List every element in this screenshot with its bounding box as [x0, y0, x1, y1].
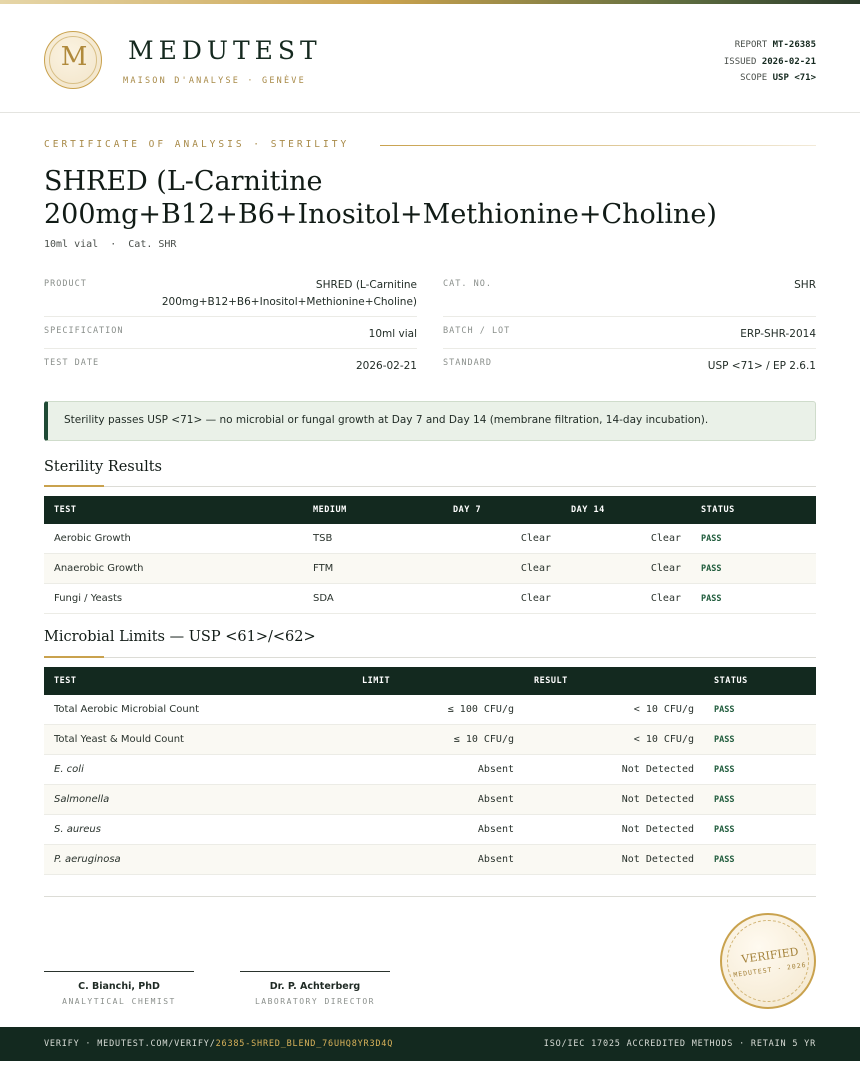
col-result: RESULT	[524, 667, 704, 695]
col-test: TEST	[44, 496, 303, 524]
cell-result: Not Detected	[524, 785, 704, 815]
status-badge: PASS	[704, 815, 816, 845]
cell-test: Fungi / Yeasts	[44, 584, 303, 614]
info-row-batch	[443, 317, 816, 349]
status-badge: PASS	[704, 725, 816, 755]
info-label: BATCH / LOT	[443, 326, 511, 336]
info-label: TEST DATE	[44, 358, 100, 368]
table-row	[44, 755, 816, 785]
cell-day7: Clear	[443, 584, 561, 614]
seal-subtext: MEDUTEST · 2026	[732, 960, 808, 980]
cell-day14: Clear	[561, 524, 691, 554]
notice-text: Sterility passes USP <71> — no microbial or fungal growth at Day 7 and Day 14 (membrane filtration, 14-day incubation).	[64, 414, 709, 426]
signature-name: Dr. P. Achterberg	[269, 981, 361, 992]
signature-divider	[44, 896, 816, 897]
info-row-specification	[44, 317, 417, 349]
table-row	[44, 725, 816, 755]
status-badge: PASS	[704, 845, 816, 875]
cell-limit: Absent	[352, 755, 524, 785]
brand-tagline: MAISON D'ANALYSE · GENÈVE	[123, 76, 306, 86]
table-row	[44, 554, 816, 584]
info-value: 10ml vial	[368, 328, 417, 340]
product-title-line-1: SHRED (L-Carnitine	[44, 166, 323, 197]
signature-role: LABORATORY DIRECTOR	[254, 997, 375, 1006]
sterility-section-rule	[44, 486, 816, 487]
sterility-section-title: Sterility Results	[44, 459, 162, 475]
col-limit: LIMIT	[352, 667, 524, 695]
cell-test: Total Yeast & Mould Count	[44, 725, 352, 755]
product-title	[44, 165, 824, 231]
col-status: STATUS	[704, 667, 816, 695]
verify-link[interactable]: VERIFY · MEDUTEST.COM/VERIFY/26385-SHRED_BLEND_76UHQ8YR3D4Q	[44, 1039, 394, 1049]
cell-result: < 10 CFU/g	[524, 695, 704, 725]
cell-test: Total Aerobic Microbial Count	[44, 695, 352, 725]
cell-test: E. coli	[44, 755, 352, 785]
info-label: PRODUCT	[44, 279, 87, 289]
document-kicker: CERTIFICATE OF ANALYSIS · STERILITY	[44, 139, 350, 150]
cell-test: Salmonella	[44, 785, 352, 815]
signature-role: ANALYTICAL CHEMIST	[62, 997, 176, 1006]
microbial-limits-table	[44, 667, 816, 875]
product-subtitle: 10ml vial · Cat. SHR	[44, 239, 177, 250]
info-value: ERP-SHR-2014	[740, 328, 816, 340]
cell-day14: Clear	[561, 554, 691, 584]
cell-test: Aerobic Growth	[44, 524, 303, 554]
table-row	[44, 785, 816, 815]
sterility-table	[44, 496, 816, 614]
cell-medium: TSB	[303, 524, 443, 554]
info-label: CAT. NO.	[443, 279, 492, 289]
report-meta	[724, 37, 816, 87]
table-row	[44, 695, 816, 725]
cell-limit: ≤ 10 CFU/g	[352, 725, 524, 755]
col-medium: MEDIUM	[303, 496, 443, 524]
logo-letter: M	[60, 42, 88, 72]
info-value: SHRED (L-Carnitine 200mg+B12+B6+Inositol+Methionine+Choline)	[161, 279, 417, 308]
info-row-cat-no	[443, 270, 816, 317]
cell-medium: FTM	[303, 554, 443, 584]
kicker-divider	[380, 145, 816, 146]
logo-emblem	[44, 31, 102, 89]
cell-day14: Clear	[561, 584, 691, 614]
verified-seal	[720, 913, 816, 1009]
info-label: STANDARD	[443, 358, 492, 368]
microbial-section-rule	[44, 657, 816, 658]
info-row-test-date	[44, 349, 417, 380]
meta-issued: ISSUED 2026-02-21	[723, 56, 816, 67]
sterility-pass-notice	[44, 401, 816, 441]
info-value: SHR	[794, 279, 816, 291]
cell-test: P. aeruginosa	[44, 845, 352, 875]
cell-test: S. aureus	[44, 815, 352, 845]
footer-bar	[0, 1027, 860, 1061]
cell-limit: ≤ 100 CFU/g	[352, 695, 524, 725]
sterility-table-header	[44, 496, 816, 524]
status-badge: PASS	[704, 785, 816, 815]
microbial-table-header	[44, 667, 816, 695]
info-row-product	[44, 270, 417, 317]
status-badge: PASS	[691, 524, 816, 554]
col-status: STATUS	[691, 496, 816, 524]
cell-result: Not Detected	[524, 845, 704, 875]
table-row	[44, 815, 816, 845]
info-grid-right	[443, 270, 816, 380]
cell-limit: Absent	[352, 815, 524, 845]
seal-text: VERIFIED	[740, 945, 800, 966]
verify-code[interactable]: 26385-SHRED_BLEND_76UHQ8YR3D4Q	[215, 1039, 394, 1049]
status-badge: PASS	[691, 584, 816, 614]
signature-block-director	[240, 971, 390, 1006]
cell-test: Anaerobic Growth	[44, 554, 303, 584]
table-row	[44, 845, 816, 875]
cell-medium: SDA	[303, 584, 443, 614]
status-badge: PASS	[691, 554, 816, 584]
info-value: USP <71> / EP 2.6.1	[707, 360, 816, 372]
cell-result: < 10 CFU/g	[524, 725, 704, 755]
accreditation-note: ISO/IEC 17025 ACCREDITED METHODS · RETAIN 5 YR	[543, 1039, 816, 1049]
status-badge: PASS	[704, 695, 816, 725]
product-title-line-2: 200mg+B12+B6+Inositol+Methionine+Choline)	[44, 199, 717, 230]
table-row	[44, 524, 816, 554]
signature-block-chemist	[44, 971, 194, 1006]
microbial-section-title: Microbial Limits — USP <61>/<62>	[44, 629, 316, 645]
signature-name: C. Bianchi, PhD	[78, 981, 160, 992]
cell-result: Not Detected	[524, 815, 704, 845]
col-test: TEST	[44, 667, 352, 695]
info-grid-left	[44, 270, 417, 380]
cell-day7: Clear	[443, 524, 561, 554]
info-label: SPECIFICATION	[44, 326, 124, 336]
cell-limit: Absent	[352, 785, 524, 815]
table-row	[44, 584, 816, 614]
info-row-standard	[443, 349, 816, 380]
report-header	[0, 4, 860, 113]
status-badge: PASS	[704, 755, 816, 785]
cell-day7: Clear	[443, 554, 561, 584]
cell-result: Not Detected	[524, 755, 704, 785]
meta-report: REPORT MT-26385	[734, 40, 816, 50]
meta-scope: SCOPE USP <71>	[740, 73, 816, 83]
info-value: 2026-02-21	[355, 360, 417, 372]
col-day14: DAY 14	[561, 496, 691, 524]
brand-name: MEDUTEST	[128, 36, 322, 65]
cell-limit: Absent	[352, 845, 524, 875]
col-day7: DAY 7	[443, 496, 561, 524]
